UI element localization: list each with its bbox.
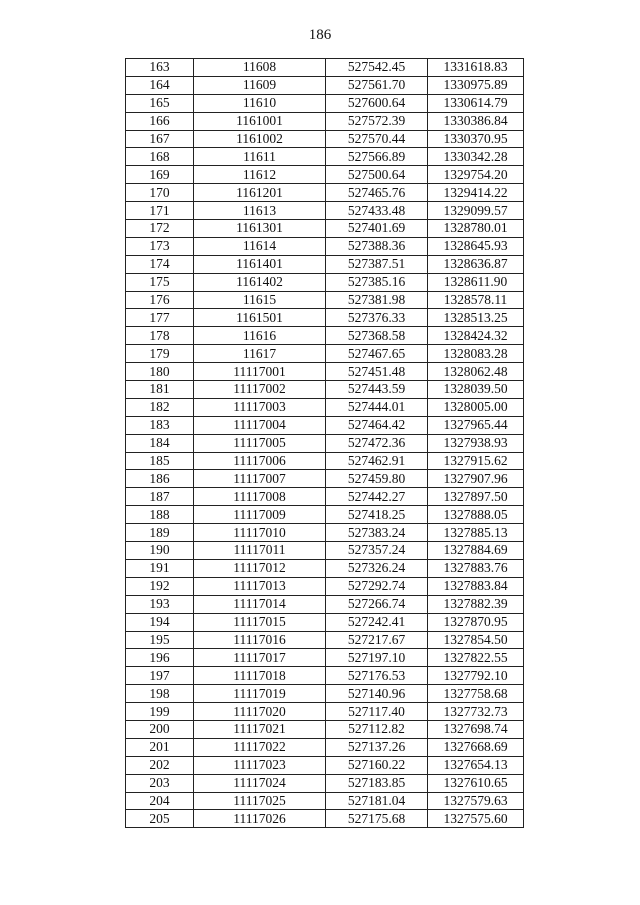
row-index-cell: 184 (126, 434, 194, 452)
row-index-cell: 165 (126, 94, 194, 112)
y-coordinate-cell: 1327822.55 (428, 649, 524, 667)
point-id-cell: 11117013 (194, 577, 326, 595)
table-row (126, 595, 524, 613)
y-coordinate-cell: 1329414.22 (428, 184, 524, 202)
table-row (126, 166, 524, 184)
y-coordinate-cell: 1327882.39 (428, 595, 524, 613)
table-row (126, 685, 524, 703)
x-coordinate-cell: 527217.67 (326, 631, 428, 649)
x-coordinate-cell: 527572.39 (326, 112, 428, 130)
point-id-cell: 11611 (194, 148, 326, 166)
table-row (126, 398, 524, 416)
row-index-cell: 166 (126, 112, 194, 130)
row-index-cell: 169 (126, 166, 194, 184)
page-number: 186 (308, 27, 332, 43)
row-index-cell: 180 (126, 363, 194, 381)
y-coordinate-cell: 1328062.48 (428, 363, 524, 381)
table-row (126, 309, 524, 327)
point-id-cell: 1161201 (194, 184, 326, 202)
y-coordinate-cell: 1327897.50 (428, 488, 524, 506)
row-index-cell: 175 (126, 273, 194, 291)
table-row (126, 559, 524, 577)
x-coordinate-cell: 527388.36 (326, 237, 428, 255)
x-coordinate-cell: 527381.98 (326, 291, 428, 309)
x-coordinate-cell: 527433.48 (326, 202, 428, 220)
x-coordinate-cell: 527467.65 (326, 345, 428, 363)
point-id-cell: 1161402 (194, 273, 326, 291)
table-row (126, 720, 524, 738)
y-coordinate-cell: 1328611.90 (428, 273, 524, 291)
x-coordinate-cell: 527442.27 (326, 488, 428, 506)
x-coordinate-cell: 527465.76 (326, 184, 428, 202)
point-id-cell: 11117012 (194, 559, 326, 577)
x-coordinate-cell: 527600.64 (326, 94, 428, 112)
table-row (126, 524, 524, 542)
point-id-cell: 11117014 (194, 595, 326, 613)
x-coordinate-cell: 527459.80 (326, 470, 428, 488)
point-id-cell: 11117007 (194, 470, 326, 488)
point-id-cell: 11117004 (194, 416, 326, 434)
y-coordinate-cell: 1328645.93 (428, 237, 524, 255)
table-row (126, 470, 524, 488)
x-coordinate-cell: 527326.24 (326, 559, 428, 577)
row-index-cell: 189 (126, 524, 194, 542)
y-coordinate-cell: 1328424.32 (428, 327, 524, 345)
y-coordinate-cell: 1327883.84 (428, 577, 524, 595)
x-coordinate-cell: 527444.01 (326, 398, 428, 416)
row-index-cell: 201 (126, 738, 194, 756)
x-coordinate-cell: 527500.64 (326, 166, 428, 184)
row-index-cell: 196 (126, 649, 194, 667)
table-row (126, 506, 524, 524)
point-id-cell: 11117011 (194, 542, 326, 560)
point-id-cell: 11117019 (194, 685, 326, 703)
x-coordinate-cell: 527451.48 (326, 363, 428, 381)
table-row (126, 112, 524, 130)
table-row (126, 631, 524, 649)
table-row (126, 130, 524, 148)
table-row (126, 76, 524, 94)
x-coordinate-cell: 527385.16 (326, 273, 428, 291)
point-id-cell: 11117021 (194, 720, 326, 738)
x-coordinate-cell: 527368.58 (326, 327, 428, 345)
row-index-cell: 167 (126, 130, 194, 148)
y-coordinate-cell: 1327938.93 (428, 434, 524, 452)
table-row (126, 613, 524, 631)
table-row (126, 774, 524, 792)
x-coordinate-cell: 527387.51 (326, 255, 428, 273)
row-index-cell: 190 (126, 542, 194, 560)
y-coordinate-cell: 1329099.57 (428, 202, 524, 220)
point-id-cell: 11117017 (194, 649, 326, 667)
x-coordinate-cell: 527376.33 (326, 309, 428, 327)
x-coordinate-cell: 527357.24 (326, 542, 428, 560)
row-index-cell: 163 (126, 59, 194, 77)
y-coordinate-cell: 1327758.68 (428, 685, 524, 703)
x-coordinate-cell: 527140.96 (326, 685, 428, 703)
y-coordinate-cell: 1327579.63 (428, 792, 524, 810)
y-coordinate-cell: 1328636.87 (428, 255, 524, 273)
point-id-cell: 1161501 (194, 309, 326, 327)
point-id-cell: 1161301 (194, 220, 326, 238)
table-row (126, 363, 524, 381)
table-row (126, 327, 524, 345)
y-coordinate-cell: 1327732.73 (428, 703, 524, 721)
row-index-cell: 185 (126, 452, 194, 470)
y-coordinate-cell: 1327792.10 (428, 667, 524, 685)
table-row (126, 184, 524, 202)
y-coordinate-cell: 1327885.13 (428, 524, 524, 542)
point-id-cell: 1161001 (194, 112, 326, 130)
point-id-cell: 1161002 (194, 130, 326, 148)
y-coordinate-cell: 1327870.95 (428, 613, 524, 631)
row-index-cell: 182 (126, 398, 194, 416)
point-id-cell: 11117001 (194, 363, 326, 381)
y-coordinate-cell: 1327854.50 (428, 631, 524, 649)
point-id-cell: 11615 (194, 291, 326, 309)
y-coordinate-cell: 1328039.50 (428, 381, 524, 399)
y-coordinate-cell: 1328083.28 (428, 345, 524, 363)
y-coordinate-cell: 1327575.60 (428, 810, 524, 828)
row-index-cell: 188 (126, 506, 194, 524)
table-row (126, 148, 524, 166)
table-row (126, 810, 524, 828)
x-coordinate-cell: 527183.85 (326, 774, 428, 792)
row-index-cell: 186 (126, 470, 194, 488)
point-id-cell: 11117023 (194, 756, 326, 774)
point-id-cell: 11117002 (194, 381, 326, 399)
point-id-cell: 11117022 (194, 738, 326, 756)
table-row (126, 792, 524, 810)
table-row (126, 273, 524, 291)
table-row (126, 452, 524, 470)
table-row (126, 202, 524, 220)
y-coordinate-cell: 1328005.00 (428, 398, 524, 416)
x-coordinate-cell: 527561.70 (326, 76, 428, 94)
table-row (126, 381, 524, 399)
y-coordinate-cell: 1327907.96 (428, 470, 524, 488)
x-coordinate-cell: 527566.89 (326, 148, 428, 166)
row-index-cell: 195 (126, 631, 194, 649)
table-row (126, 649, 524, 667)
row-index-cell: 173 (126, 237, 194, 255)
point-id-cell: 11117025 (194, 792, 326, 810)
row-index-cell: 191 (126, 559, 194, 577)
x-coordinate-cell: 527117.40 (326, 703, 428, 721)
point-id-cell: 11117003 (194, 398, 326, 416)
point-id-cell: 11612 (194, 166, 326, 184)
row-index-cell: 177 (126, 309, 194, 327)
x-coordinate-cell: 527197.10 (326, 649, 428, 667)
row-index-cell: 204 (126, 792, 194, 810)
point-id-cell: 1161401 (194, 255, 326, 273)
y-coordinate-cell: 1327884.69 (428, 542, 524, 560)
x-coordinate-cell: 527570.44 (326, 130, 428, 148)
row-index-cell: 202 (126, 756, 194, 774)
x-coordinate-cell: 527443.59 (326, 381, 428, 399)
x-coordinate-cell: 527401.69 (326, 220, 428, 238)
point-id-cell: 11617 (194, 345, 326, 363)
y-coordinate-cell: 1330370.95 (428, 130, 524, 148)
row-index-cell: 200 (126, 720, 194, 738)
row-index-cell: 170 (126, 184, 194, 202)
y-coordinate-cell: 1327698.74 (428, 720, 524, 738)
y-coordinate-cell: 1327915.62 (428, 452, 524, 470)
y-coordinate-cell: 1330386.84 (428, 112, 524, 130)
table-row (126, 488, 524, 506)
x-coordinate-cell: 527266.74 (326, 595, 428, 613)
y-coordinate-cell: 1327654.13 (428, 756, 524, 774)
y-coordinate-cell: 1328780.01 (428, 220, 524, 238)
row-index-cell: 199 (126, 703, 194, 721)
point-id-cell: 11117024 (194, 774, 326, 792)
point-id-cell: 11117018 (194, 667, 326, 685)
table-row (126, 220, 524, 238)
y-coordinate-cell: 1331618.83 (428, 59, 524, 77)
table-row (126, 542, 524, 560)
table-row (126, 291, 524, 309)
table-row (126, 255, 524, 273)
point-id-cell: 11117006 (194, 452, 326, 470)
row-index-cell: 197 (126, 667, 194, 685)
x-coordinate-cell: 527112.82 (326, 720, 428, 738)
table-row (126, 738, 524, 756)
point-id-cell: 11117010 (194, 524, 326, 542)
x-coordinate-cell: 527242.41 (326, 613, 428, 631)
x-coordinate-cell: 527462.91 (326, 452, 428, 470)
x-coordinate-cell: 527137.26 (326, 738, 428, 756)
y-coordinate-cell: 1327888.05 (428, 506, 524, 524)
y-coordinate-cell: 1327668.69 (428, 738, 524, 756)
table-row (126, 434, 524, 452)
row-index-cell: 203 (126, 774, 194, 792)
x-coordinate-cell: 527181.04 (326, 792, 428, 810)
table-row (126, 416, 524, 434)
point-id-cell: 11117016 (194, 631, 326, 649)
row-index-cell: 181 (126, 381, 194, 399)
y-coordinate-cell: 1327883.76 (428, 559, 524, 577)
row-index-cell: 205 (126, 810, 194, 828)
point-id-cell: 11609 (194, 76, 326, 94)
y-coordinate-cell: 1330614.79 (428, 94, 524, 112)
point-id-cell: 11616 (194, 327, 326, 345)
x-coordinate-cell: 527464.42 (326, 416, 428, 434)
table-row (126, 94, 524, 112)
y-coordinate-cell: 1328578.11 (428, 291, 524, 309)
table-row (126, 59, 524, 77)
x-coordinate-cell: 527160.22 (326, 756, 428, 774)
point-id-cell: 11608 (194, 59, 326, 77)
row-index-cell: 172 (126, 220, 194, 238)
row-index-cell: 168 (126, 148, 194, 166)
table-row (126, 237, 524, 255)
row-index-cell: 198 (126, 685, 194, 703)
row-index-cell: 176 (126, 291, 194, 309)
x-coordinate-cell: 527418.25 (326, 506, 428, 524)
y-coordinate-cell: 1330975.89 (428, 76, 524, 94)
table-row (126, 703, 524, 721)
row-index-cell: 183 (126, 416, 194, 434)
row-index-cell: 192 (126, 577, 194, 595)
table-body (126, 59, 524, 828)
y-coordinate-cell: 1327965.44 (428, 416, 524, 434)
table-row (126, 756, 524, 774)
row-index-cell: 174 (126, 255, 194, 273)
point-id-cell: 11117026 (194, 810, 326, 828)
x-coordinate-cell: 527542.45 (326, 59, 428, 77)
row-index-cell: 164 (126, 76, 194, 94)
x-coordinate-cell: 527175.68 (326, 810, 428, 828)
point-id-cell: 11613 (194, 202, 326, 220)
y-coordinate-cell: 1329754.20 (428, 166, 524, 184)
point-id-cell: 11117020 (194, 703, 326, 721)
x-coordinate-cell: 527383.24 (326, 524, 428, 542)
x-coordinate-cell: 527472.36 (326, 434, 428, 452)
x-coordinate-cell: 527176.53 (326, 667, 428, 685)
row-index-cell: 193 (126, 595, 194, 613)
table-row (126, 577, 524, 595)
y-coordinate-cell: 1328513.25 (428, 309, 524, 327)
y-coordinate-cell: 1330342.28 (428, 148, 524, 166)
table-row (126, 667, 524, 685)
row-index-cell: 178 (126, 327, 194, 345)
row-index-cell: 171 (126, 202, 194, 220)
coordinates-table (125, 58, 524, 828)
row-index-cell: 194 (126, 613, 194, 631)
point-id-cell: 11117005 (194, 434, 326, 452)
table-row (126, 345, 524, 363)
point-id-cell: 11117009 (194, 506, 326, 524)
x-coordinate-cell: 527292.74 (326, 577, 428, 595)
row-index-cell: 187 (126, 488, 194, 506)
point-id-cell: 11614 (194, 237, 326, 255)
point-id-cell: 11610 (194, 94, 326, 112)
point-id-cell: 11117008 (194, 488, 326, 506)
point-id-cell: 11117015 (194, 613, 326, 631)
y-coordinate-cell: 1327610.65 (428, 774, 524, 792)
row-index-cell: 179 (126, 345, 194, 363)
